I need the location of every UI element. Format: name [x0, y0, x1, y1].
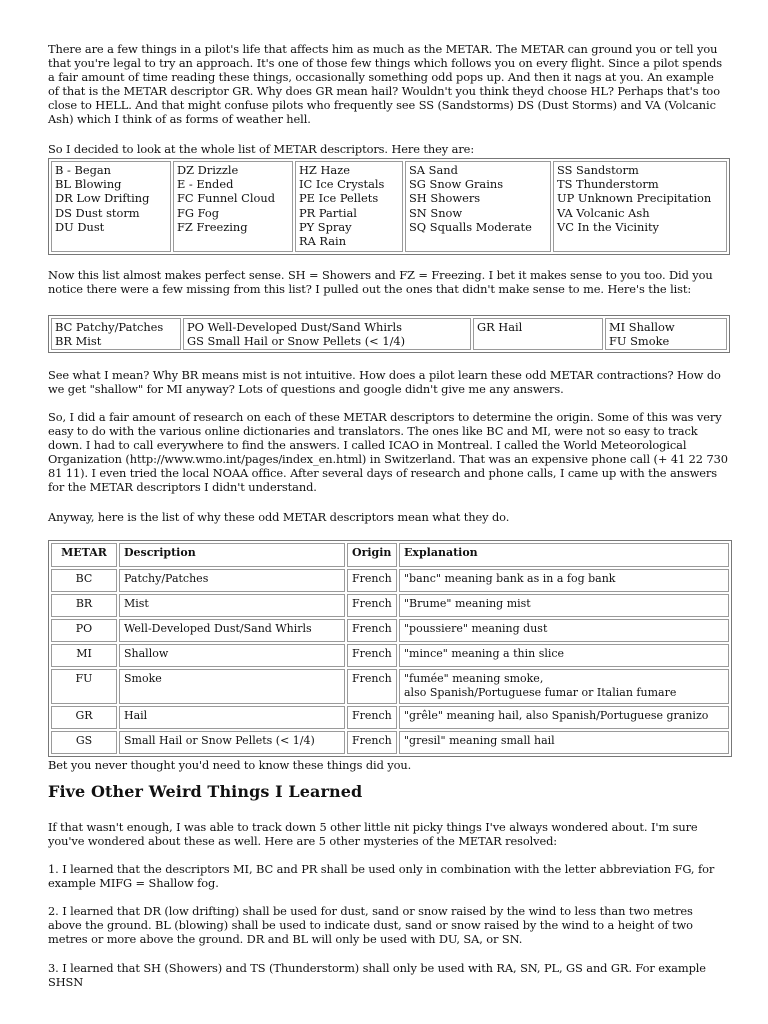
descriptor-item: E - Ended	[177, 177, 234, 192]
descriptor-item: PR Partial	[299, 205, 357, 220]
explanation-cell: "banc" meaning bank as in a fog bank	[399, 569, 729, 592]
descriptor-item: TS Thunderstorm	[557, 177, 659, 192]
section-heading: Five Other Weird Things I Learned	[48, 782, 363, 801]
descriptor-item: HZ Haze	[299, 163, 350, 177]
missing-item: FU Smoke	[609, 334, 670, 349]
explanation-cell: "Brume" meaning mist	[399, 594, 729, 617]
descriptor-item: PY Spray	[299, 219, 352, 234]
list-item-2: 2. I learned that DR (low drifting) shall be used for dust, sand or snow raised by the wind to less than two metres above the ground. BL (blowing) shall be used to indicate dust, sand or snow raised by the wind to a height of two metres or more above the ground. DR and BL will only be used with DU, SA, or SN.	[48, 904, 693, 946]
explanation-cell: "poussiere" meaning dust	[399, 619, 729, 642]
descriptor-table	[48, 158, 730, 255]
descriptor-item: SG Snow Grains	[409, 177, 504, 192]
descriptor-item: FG Fog	[177, 205, 220, 220]
decided-paragraph: So I decided to look at the whole list of METAR descriptors. Here they are:	[48, 142, 475, 156]
metar-code-cell: BR	[51, 594, 117, 617]
table-row	[51, 594, 729, 617]
missing-item: PO Well-Developed Dust/Sand Whirls	[187, 320, 402, 334]
table-row	[51, 644, 729, 667]
descriptor-column	[405, 161, 551, 252]
explanation-cell: "mince" meaning a thin slice	[399, 644, 729, 667]
missing-item: MI Shallow	[609, 320, 675, 334]
table-row	[51, 706, 729, 729]
metar-code-cell: MI	[51, 644, 117, 667]
enough-paragraph: If that wasn't enough, I was able to track down 5 other little nit picky things I've always wondered about. I'm sure you've wondered about these as well. Here are 5 other mysteries of the METAR resolved:	[48, 820, 698, 848]
descriptor-item: SS Sandstorm	[557, 163, 639, 177]
metar-code-cell: BC	[51, 569, 117, 592]
descriptor-item: UP Unknown Precipitation	[557, 191, 712, 206]
missing-column	[605, 318, 727, 350]
research-paragraph: So, I did a fair amount of research on each of these METAR descriptors to determine the origin. Some of this was very easy to do with the various online dictionaries and translators. The ones like BC and MI, were not so easy to track down. I had to call everywhere to find the answers. I called ICAO in Montreal. I called the World Meteorological Organization (http://www.wmo.int/pages/index_en.html) in Switzerland. That was an expensive phone call (+ 41 22 730 81 11). I even tried the local NOAA office. After several days of research and phone calls, I came up with the answers for the METAR descriptors I didn't understand.	[48, 410, 728, 494]
origin-cell: French	[347, 569, 397, 592]
descriptor-item: DS Dust storm	[55, 205, 140, 220]
column-header-metar: METAR	[51, 543, 117, 567]
origin-cell: French	[347, 706, 397, 729]
origin-cell: French	[347, 731, 397, 754]
descriptor-column	[553, 161, 727, 252]
origin-cell: French	[347, 669, 397, 704]
list-note-paragraph: Now this list almost makes perfect sense. SH = Showers and FZ = Freezing. I bet it makes sense to you too. Did you notice there were a few missing from this list? I pulled out the ones that didn't make sense to me. Here's the list:	[48, 268, 713, 296]
descriptor-item: RA Rain	[299, 234, 347, 249]
explanation-cell: "gresil" meaning small hail	[399, 731, 729, 754]
table-row	[51, 569, 729, 592]
intro-paragraph: There are a few things in a pilot's life that affects him as much as the METAR. The METAR can ground you or tell you that you're legal to try an approach. It's one of those few things which follows you on every flight. Since a pilot spends a fair amount of time reading these things, occasionally something odd pops up. And then it nags at you. An example of that is the METAR descriptor GR. Why does GR mean hail? Wouldn't you think theyd choose HL? Perhaps that's too close to HELL. And that might confuse pilots who frequently see SS (Sandstorms) DS (Dust Storms) and VA (Volcanic Ash) which I think of as forms of weather hell.	[48, 42, 723, 126]
description-cell: Patchy/Patches	[119, 569, 345, 592]
column-header-explanation: Explanation	[399, 543, 729, 567]
missing-descriptor-table	[48, 315, 730, 353]
explanation-cell: "grêle" meaning hail, also Spanish/Portuguese granizo	[399, 706, 729, 729]
metar-origin-table	[48, 540, 732, 757]
descriptor-item: DZ Drizzle	[177, 163, 239, 177]
table-row	[51, 731, 729, 754]
description-cell: Hail	[119, 706, 345, 729]
metar-code-cell: GR	[51, 706, 117, 729]
missing-column	[473, 318, 603, 350]
descriptor-item: SN Snow	[409, 205, 463, 220]
descriptor-item: VC In the Vicinity	[557, 219, 659, 234]
descriptor-column	[51, 161, 171, 252]
missing-column	[51, 318, 181, 350]
origin-cell: French	[347, 619, 397, 642]
descriptor-item: SQ Squalls Moderate	[409, 219, 532, 234]
descriptor-item: DU Dust	[55, 219, 105, 234]
description-cell: Shallow	[119, 644, 345, 667]
descriptor-column	[295, 161, 403, 252]
description-cell: Small Hail or Snow Pellets (< 1/4)	[119, 731, 345, 754]
table-row	[51, 669, 729, 704]
descriptor-item: BL Blowing	[55, 177, 122, 192]
description-cell: Well-Developed Dust/Sand Whirls	[119, 619, 345, 642]
column-header-origin: Origin	[347, 543, 397, 567]
descriptor-item: VA Volcanic Ash	[557, 205, 650, 220]
descriptor-item: SH Showers	[409, 191, 481, 206]
origin-cell: French	[347, 644, 397, 667]
missing-item: BC Patchy/Patches	[55, 320, 164, 334]
missing-item: BR Mist	[55, 334, 102, 349]
see-what-paragraph: See what I mean? Why BR means mist is not intuitive. How does a pilot learn these odd METAR contractions? How do we get "shallow" for MI anyway? Lots of questions and google didn't give me any answers.	[48, 368, 721, 396]
metar-code-cell: PO	[51, 619, 117, 642]
descriptor-item: FZ Freezing	[177, 219, 248, 234]
descriptor-item: PE Ice Pellets	[299, 191, 379, 206]
missing-item: GS Small Hail or Snow Pellets (< 1/4)	[187, 334, 406, 349]
description-cell: Smoke	[119, 669, 345, 704]
descriptor-item: SA Sand	[409, 163, 458, 177]
missing-item: GR Hail	[477, 320, 523, 334]
explanation-cell: "fumée" meaning smoke, also Spanish/Portuguese fumar or Italian fumare	[399, 669, 729, 704]
column-header-description: Description	[119, 543, 345, 567]
missing-column	[183, 318, 471, 350]
metar-code-cell: GS	[51, 731, 117, 754]
descriptor-item: IC Ice Crystals	[299, 177, 385, 192]
descriptor-item: DR Low Drifting	[55, 191, 150, 206]
bet-paragraph: Bet you never thought you'd need to know these things did you.	[48, 758, 412, 772]
metar-code-cell: FU	[51, 669, 117, 704]
list-item-3: 3. I learned that SH (Showers) and TS (Thunderstorm) shall only be used with RA, SN, PL, GS and GR. For example SHSN	[48, 961, 706, 989]
table-row	[51, 619, 729, 642]
list-item-1: 1. I learned that the descriptors MI, BC and PR shall be used only in combination with the letter abbreviation FG, for example MIFG = Shallow fog.	[48, 862, 715, 890]
descriptor-item: FC Funnel Cloud	[177, 191, 275, 206]
origin-cell: French	[347, 594, 397, 617]
description-cell: Mist	[119, 594, 345, 617]
descriptor-column	[173, 161, 293, 252]
anyway-paragraph: Anyway, here is the list of why these odd METAR descriptors mean what they do.	[48, 510, 510, 524]
descriptor-item: B - Began	[55, 163, 111, 177]
